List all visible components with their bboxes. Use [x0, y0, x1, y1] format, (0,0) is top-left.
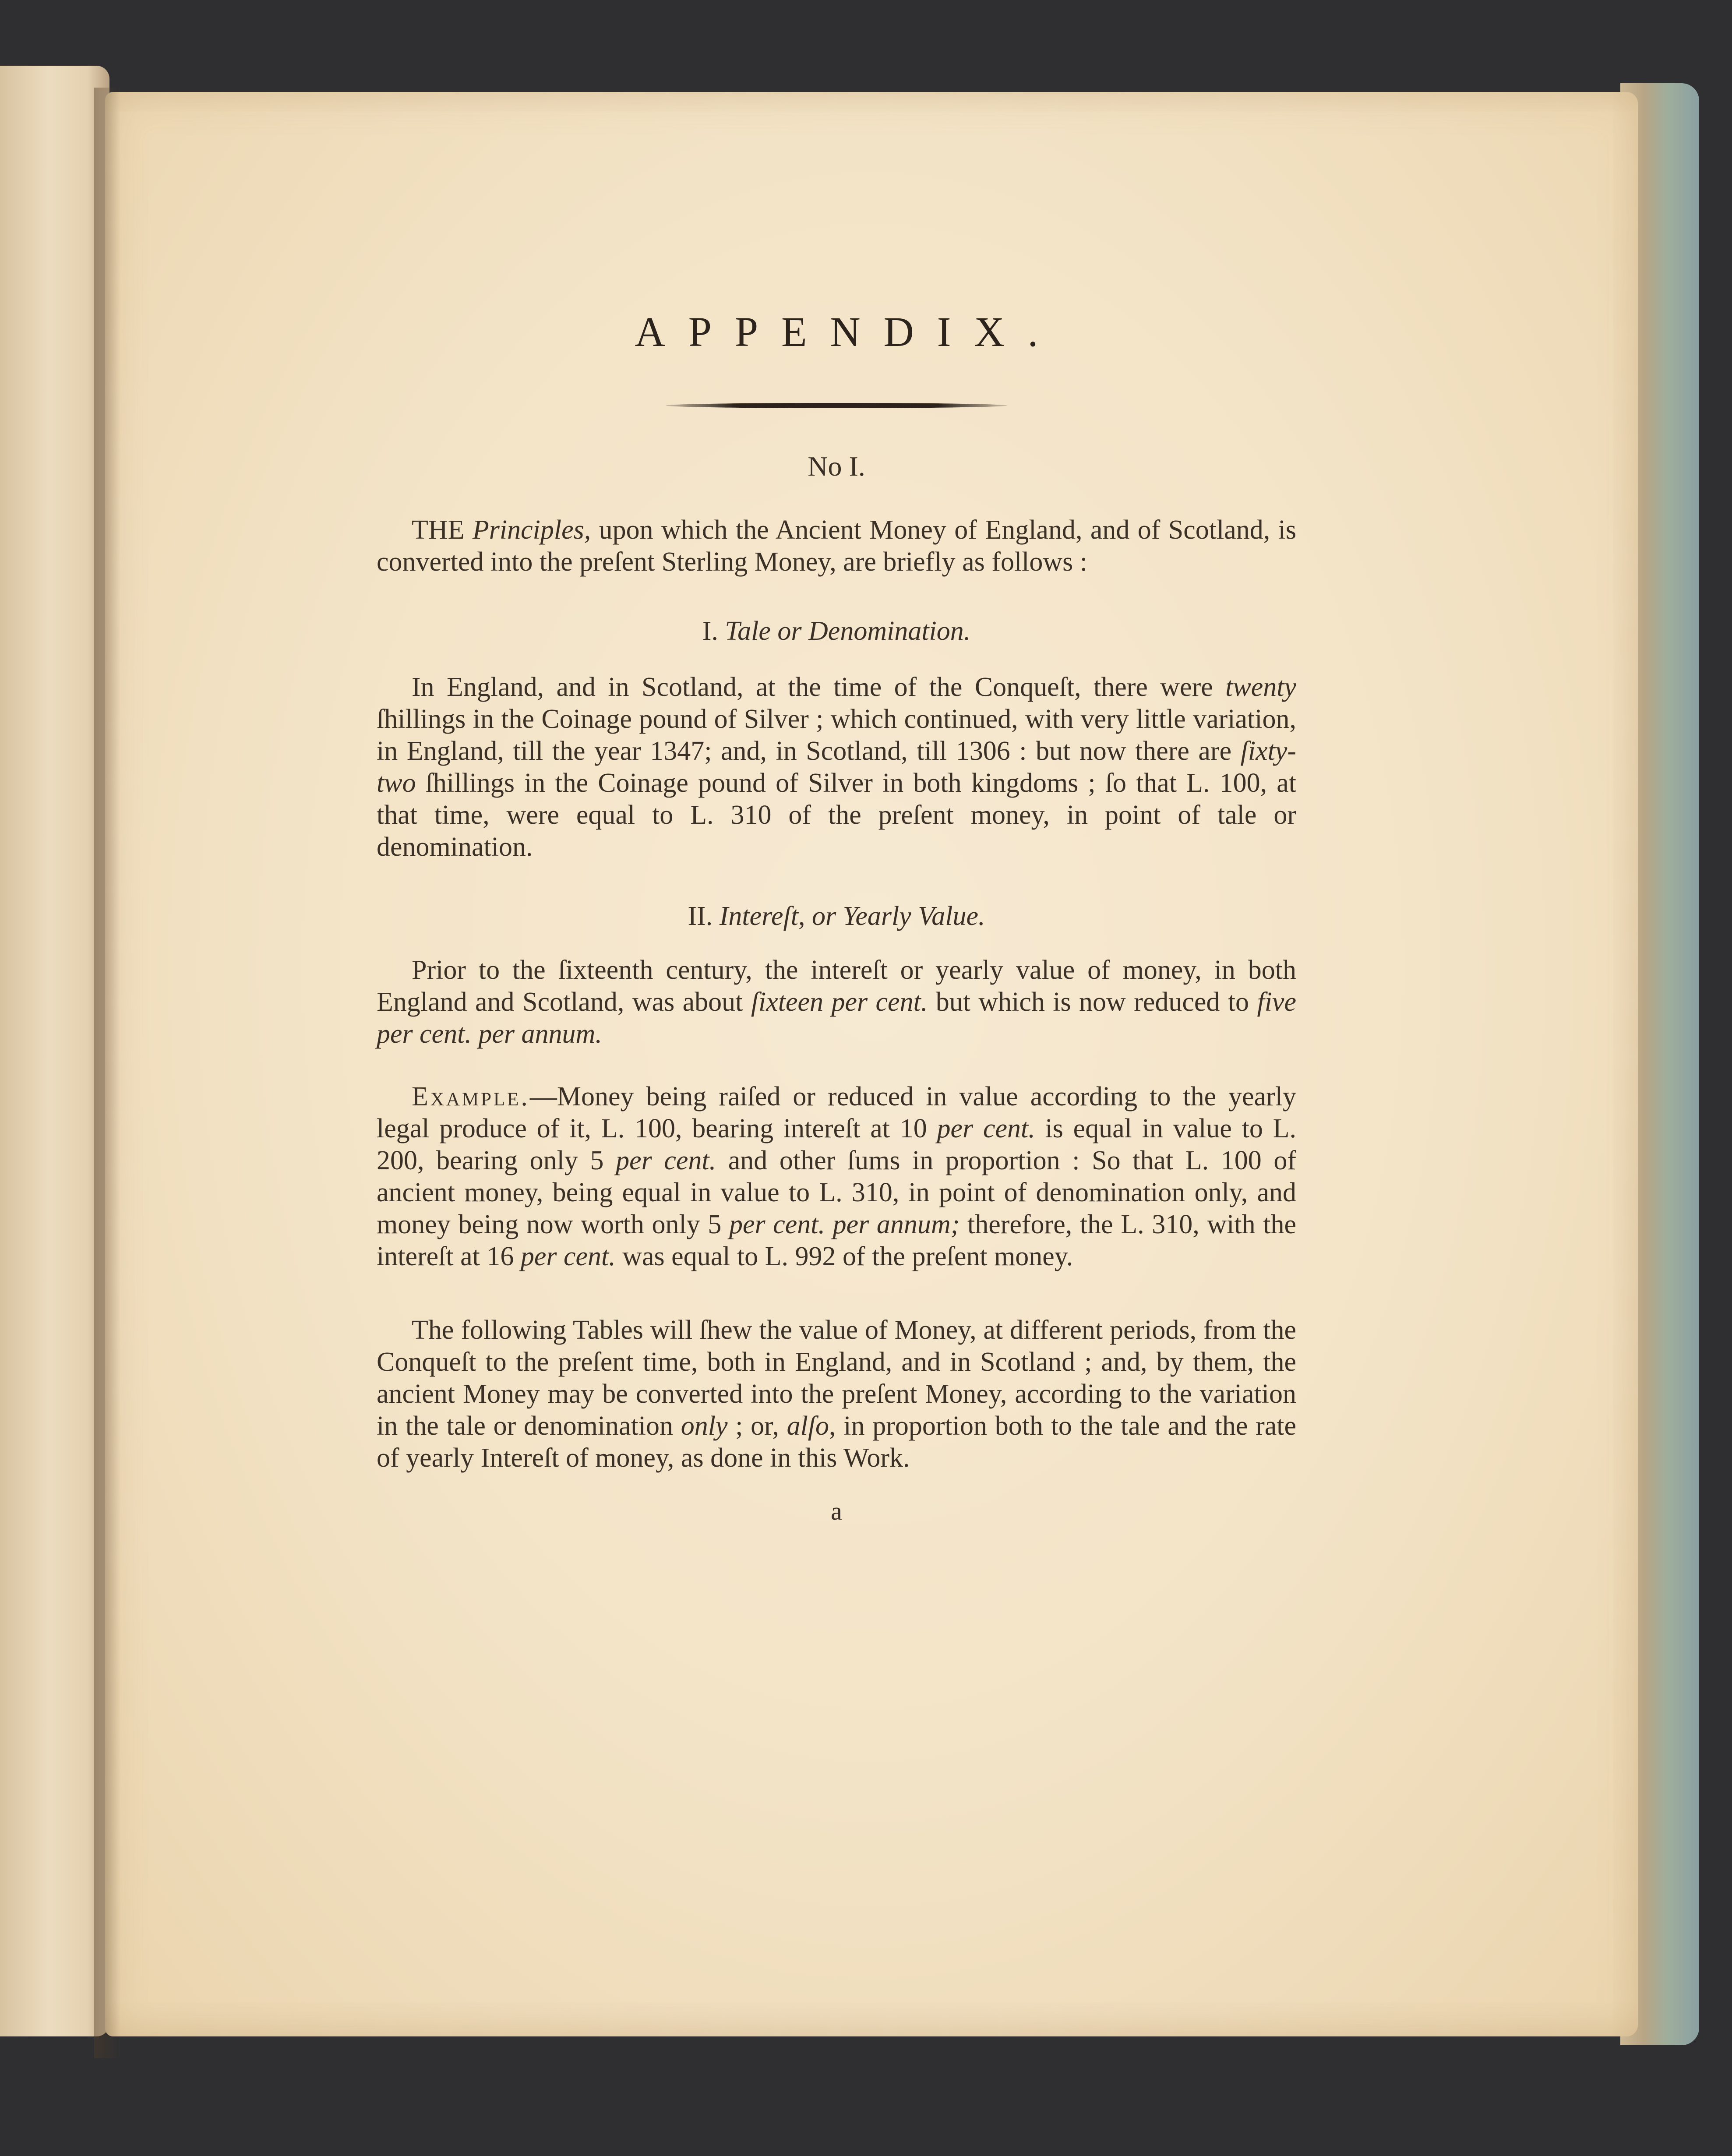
section-number: No I. [808, 451, 865, 482]
tale-text-a: In England, and in Scotland, at the time of the Conqueſt, there were [412, 672, 1226, 702]
tale-text-e: ſhillings in the Coinage pound of Silver in both kingdoms ; ſo that L. 100, at that time, were equal to L. 310 of the preſent money, in point of tale or denomination. [377, 768, 1296, 862]
page-text-block [377, 307, 1296, 1527]
example-text-a: —Money being raiſed or reduced in value according to the yearly legal produce of it, L. 100, bearing intereſt at 10 [377, 1081, 1296, 1143]
example-text-g: therefore, the L. 310, with the intereſt at 16 [377, 1209, 1296, 1271]
heading-tale [377, 615, 1296, 647]
example-text-d: per cent. [616, 1145, 716, 1175]
heading-interest-b: , [798, 901, 812, 931]
left-page-edge [0, 66, 109, 2036]
intro-text-a: THE [412, 515, 473, 545]
signature-mark: a [831, 1496, 842, 1525]
heading-interest [377, 900, 1296, 932]
tale-text-d: ſixty-two [377, 736, 1296, 798]
interest-text-a: Prior to the ſixteenth century, the intereſt or yearly value of money, in both England and Scotland, was about [377, 955, 1296, 1017]
example-text-h: per cent. [520, 1241, 616, 1271]
tale-text-c: ſhillings in the Coinage pound of Silver ; which continued, with very little variation, in England, till the year 1347; and, in Scotland, till 1306 : but now there are [377, 704, 1296, 766]
example-text-c: is equal in value to L. 200, bearing only 5 [377, 1113, 1297, 1175]
tables-text-a: The following Tables will ſhew the value of Money, at different periods, from the Conqueſt to the preſent time, both in England, and in Scotland ; and, by them, the ancient Money may be converted into the preſent Money, according to the variation in the tale or denomination [377, 1315, 1296, 1441]
heading-interest-a: Intereſt [719, 901, 798, 931]
heading-tale-text: Tale or Denomination. [725, 616, 971, 646]
example-text-i: was equal to L. 992 of the preſent money. [615, 1241, 1073, 1271]
example-text-e: and other ſums in proportion : So that L. 100 of ancient money, being equal in value to L. 310, in point of denomination only, and money being now worth only 5 [377, 1145, 1297, 1239]
interest-text-b: ſixteen per cent. [751, 987, 928, 1017]
tale-paragraph [377, 671, 1296, 863]
heading-interest-c: or Yearly Value. [811, 901, 985, 931]
intro-text-b: Principles, [472, 515, 591, 545]
interest-paragraph [377, 954, 1296, 1050]
tale-text-b: twenty [1225, 672, 1296, 702]
example-label: Example. [412, 1081, 530, 1112]
example-paragraph [377, 1081, 1296, 1273]
example-text-f: per cent. per annum; [729, 1209, 960, 1239]
heading-interest-number: II. [688, 901, 720, 931]
interest-text-d: five per cent. per annum. [377, 987, 1296, 1049]
title-rule [666, 403, 1007, 408]
tables-text-c: ; or, [727, 1411, 787, 1441]
tables-text-e: , in proportion both to the tale and the rate of yearly Intereſt of money, as done in this Work. [377, 1411, 1297, 1473]
tables-text-b: only [681, 1411, 728, 1441]
book-gutter [94, 88, 120, 2058]
intro-text-c: upon which the Ancient Money of England, and of Scotland, is converted into the preſent Sterling Money, are briefly as follows : [377, 515, 1296, 577]
example-text-b: per cent. [937, 1113, 1035, 1143]
tables-paragraph [377, 1314, 1296, 1474]
heading-tale-number: I. [702, 616, 725, 646]
tables-text-d: alſo [787, 1411, 829, 1441]
intro-paragraph [377, 514, 1296, 578]
interest-text-c: but which is now reduced to [928, 987, 1257, 1017]
page-title: APPENDIX. [635, 308, 1062, 355]
